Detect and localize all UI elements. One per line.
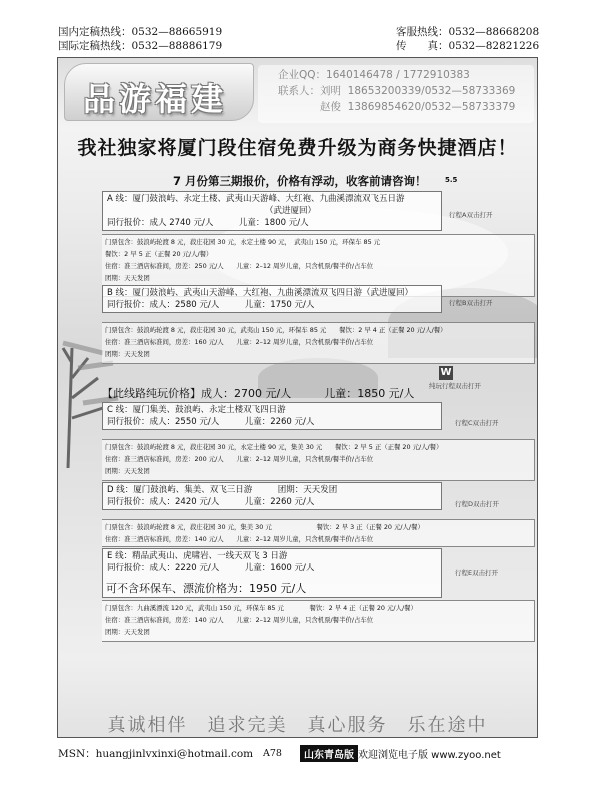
route-c-lodging: 住宿：准三酒店标准间，房差：200 元/人 儿童：2–12 周岁儿童，只含机票/餐半价/占车位 [105,455,374,463]
route-a-lodging: 住宿：准三酒店标准间，房差：250 元/人 儿童：2–12 周岁儿童，只含机票/餐半价/占车位 [105,262,374,270]
route-a-tickets: 门票包含：鼓浪屿轮渡 8 元，菽庄花园 30 元，永定土楼 90 元， 武夷山 150 元，环保车 85 元 [105,238,381,246]
page-number: A78 [263,748,282,759]
route-b-open-link[interactable]: 行程B双击打开 [449,299,493,307]
route-d-details [102,519,535,547]
route-e-tickets: 门票包含：九曲溪漂流 120 元，武夷山 150 元，环保车 85 元 餐饮：2 早 4 正（正餐 20 元/人/餐） [105,604,417,612]
route-a-dates: 团期：天天发团 [105,274,150,282]
route-b [102,285,442,313]
document-icon[interactable]: W [440,367,452,378]
route-e-open-link[interactable]: 行程E双击打开 [455,569,499,577]
route-a-open-link[interactable]: 行程A双击打开 [449,211,493,219]
route-d-title: D 线：厦门鼓浪屿、集美、双飞三日游 团期：天天发团 [107,485,338,495]
contact-liu: 联系人：刘明 18653200339/0532—58733369 [278,85,516,97]
route-b-details [102,322,535,364]
route-b-price: 同行报价：成人：2580 元/人 儿童：1750 元/人 [107,300,315,310]
route-c-title: C 线：厦门集美、鼓浪屿、永定土楼双飞四日游 [107,405,286,415]
route-d-lodging: 住宿：准三酒店标准间，房差：140 元/人 儿童：2–12 周岁儿童，只含机票/餐半价/占车位 [105,535,374,543]
international-hotline: 国际定稿热线：0532—88886179 [58,40,223,52]
route-c-price: 同行报价：成人：2550 元/人 儿童：2260 元/人 [107,417,315,427]
route-e-title: E 线：精品武夷山、虎啸岩、一线天双飞 3 日游 [107,551,288,561]
route-d-price: 同行报价：成人：2420 元/人 儿童：2260 元/人 [107,497,315,507]
domestic-hotline: 国内定稿热线：0532—88665919 [58,26,223,38]
page-headline: 我社独家将厦门段住宿免费升级为商务快捷酒店！ [77,137,518,159]
edition-badge: 山东青岛版 [300,745,358,762]
route-c-open-link[interactable]: 行程C双击打开 [455,419,499,427]
route-a-price: 同行报价：成人 2740 元/人 儿童：1800 元/人 [107,218,309,228]
header-left [58,25,222,53]
route-c-tickets: 门票包含：鼓浪屿轮渡 8 元，菽庄花园 30 元，永定土楼 90 元，集美 30 元 餐饮：2 早 5 正（正餐 20 元/人/餐） [105,443,443,451]
route-d [102,482,442,510]
route-e-alt-price: 可不含环保车、漂流价格为：1950 元/人 [106,582,307,595]
route-e-details [102,600,535,642]
footer-msn: MSN：huangjinlvxinxi@hotmail.com [58,748,254,760]
route-c-dates: 团期：天天发团 [105,467,150,475]
route-e-dates: 团期：天天发团 [105,628,150,636]
route-b-lodging: 住宿：准三酒店标准间，房差：160 元/人 儿童：2–12 周岁儿童，只含机票/餐半价/占车位 [105,338,374,346]
pure-play-price: 【此线路纯玩价格】成人：2700 元/人 儿童：1850 元/人 [102,387,415,400]
route-c-details [102,439,535,481]
contact-zhao: 赵俊 13869854620/0532—58733379 [278,101,516,113]
footer-website[interactable]: 欢迎浏览电子版 www.zyoo.net [358,750,501,761]
fax-line: 传 真：0532—82821226 [396,40,540,52]
route-c [102,402,442,430]
route-e-price: 同行报价：成人：2220 元/人 儿童：1600 元/人 [107,563,315,573]
route-e-lodging: 住宿：准三酒店标准间，房差：140 元/人 儿童：2–12 周岁儿童，只含机票/餐半价/占车位 [105,616,374,624]
route-a-title: A 线：厦门鼓浪屿、永定土楼、武夷山天游峰、大红袍、九曲溪漂流双飞五日游 [107,194,405,204]
route-a-title-cont: （武进厦回） [265,206,317,216]
route-a-meals: 餐饮：2 早 5 正（正餐 20 元/人/餐） [105,250,213,258]
route-a [102,191,442,231]
logo-text: 品游福建 [83,80,228,118]
ad-frame [57,57,538,738]
route-b-tickets: 门票包含：鼓浪屿轮渡 8 元，菽庄花园 30 元，武夷山 150 元，环保车 85 元 餐饮：2 早 4 正（正餐 20 元/人/餐） [105,326,447,334]
header-right [396,25,539,53]
slogan: 真诚相伴 追求完美 真心服务 乐在途中 [107,715,488,736]
route-d-tickets: 门票包含：鼓浪屿轮渡 8 元，菽庄花园 30 元，集美 30 元 餐饮：2 早 3 正（正餐 20 元/人/餐） [105,523,424,531]
subtitle-number: 5.5 [445,176,458,184]
price-subtitle: 7 月份第三期报价，价格有浮动，收客前请咨询！ [173,174,427,188]
route-d-open-link[interactable]: 行程D双击打开 [455,500,500,508]
contact-block [258,65,534,123]
service-hotline: 客服热线：0532—88668208 [396,26,540,38]
pure-play-open-link[interactable]: 纯玩行程双击打开 [429,382,481,390]
route-b-title: B 线：厦门鼓浪屿、武夷山天游峰、大红袍、九曲溪漂流双飞四日游（武进厦回） [107,288,414,298]
contact-qq: 企业QQ：1640146478 / 1772910383 [278,69,470,81]
route-b-dates: 团期：天天发团 [105,350,150,358]
brand-logo [64,63,254,121]
